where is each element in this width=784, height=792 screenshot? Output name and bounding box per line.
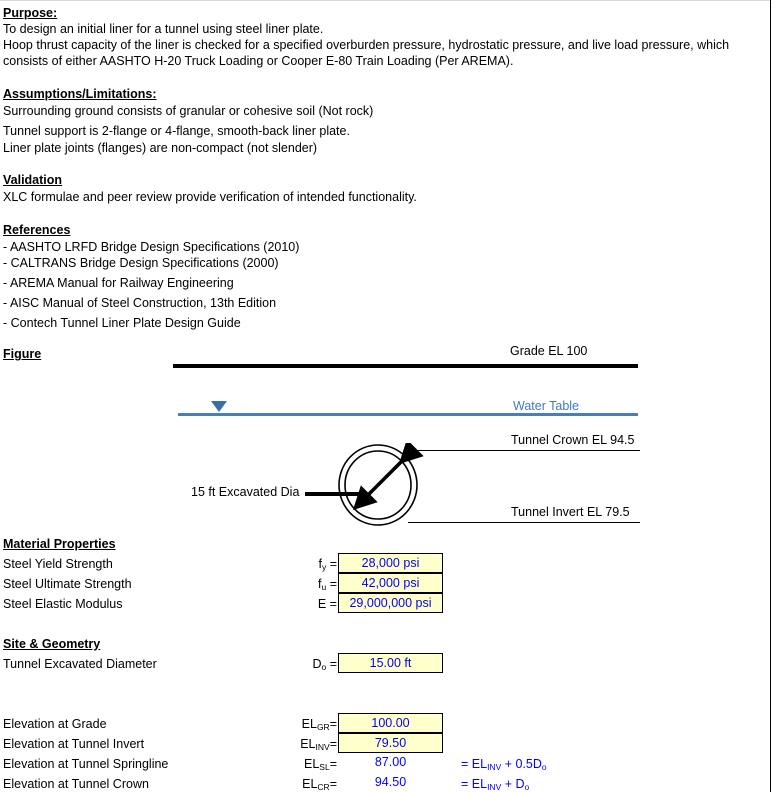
reference-item-4: - AISC Manual of Steel Construction, 13th Edition	[3, 296, 277, 310]
site-row-symbol-do: $D_o$ =	[312, 657, 337, 672]
tunnel-section-figure	[0, 340, 770, 530]
grade-line	[173, 364, 638, 368]
material-row-label-yield-strength: Steel Yield Strength	[3, 557, 113, 571]
assumptions-line-1: Surrounding ground consists of granular or cohesive soil (Not rock)	[3, 104, 374, 118]
figure-tunnel-crown-label: Tunnel Crown EL 94.5	[511, 433, 635, 447]
input-tunnel-excavated-diameter[interactable]: 15.00 ft	[338, 653, 443, 673]
site-row-symbol-elsl: $EL_{SL}=$	[303, 757, 337, 772]
assumptions-heading: Assumptions/Limitations:	[3, 87, 157, 101]
figure-tunnel-invert-label: Tunnel Invert EL 79.5	[511, 505, 630, 519]
material-row-symbol-e: E =	[317, 597, 337, 611]
page-border-right	[770, 0, 771, 792]
formula-note-springline: = $EL_{INV} + 0.5D_o$	[461, 757, 547, 772]
input-steel-yield-strength[interactable]: 28,000 psi	[338, 553, 443, 573]
site-row-symbol-elcr: $EL_{CR}=$	[302, 777, 337, 792]
site-row-symbol-elinv: $EL_{INV}=$	[300, 737, 337, 752]
reference-item-3: - AREMA Manual for Railway Engineering	[3, 276, 234, 290]
material-row-symbol-fy: $f_y$ =	[318, 557, 337, 572]
site-row-label-elevation-crown: Elevation at Tunnel Crown	[3, 777, 149, 791]
diameter-dimension-arrow	[355, 462, 401, 508]
figure-heading: Figure	[3, 347, 42, 361]
input-steel-elastic-modulus[interactable]: 29,000,000 psi	[338, 593, 443, 613]
page-border-top	[0, 0, 770, 1]
purpose-line-2: Hoop thrust capacity of the liner is checked for a specified overburden pressure, hydrostatic pressure, and live load pressure, which	[3, 38, 730, 52]
calculated-elevation-at-crown: 94.50	[374, 775, 407, 789]
reference-item-1: - AASHTO LRFD Bridge Design Specifications (2010)	[3, 240, 300, 254]
input-steel-ultimate-strength[interactable]: 42,000 psi	[338, 573, 443, 593]
validation-heading: Validation	[3, 173, 63, 187]
material-properties-heading: Material Properties	[3, 537, 116, 551]
figure-water-table-label: Water Table	[513, 399, 580, 413]
site-geometry-heading: Site & Geometry	[3, 637, 101, 651]
purpose-line-3: consists of either AASHTO H-20 Truck Loading or Cooper E-80 Train Loading (Per AREMA).	[3, 54, 514, 68]
tunnel-crown-leader-line	[408, 450, 640, 451]
input-elevation-at-grade[interactable]: 100.00	[338, 713, 443, 733]
input-elevation-at-tunnel-invert[interactable]: 79.50	[338, 733, 443, 753]
calculated-elevation-at-springline: 87.00	[374, 755, 407, 769]
purpose-heading: Purpose:	[3, 6, 58, 20]
figure-excavated-dia-label: 15 ft Excavated Dia	[191, 485, 300, 499]
site-row-label-elevation-invert: Elevation at Tunnel Invert	[3, 737, 145, 751]
material-row-label-elastic-modulus: Steel Elastic Modulus	[3, 597, 123, 611]
excavated-diameter-leader-line	[305, 492, 366, 496]
reference-item-5: - Contech Tunnel Liner Plate Design Guide	[3, 316, 241, 330]
assumptions-line-2: Tunnel support is 2-flange or 4-flange, smooth-back liner plate.	[3, 124, 350, 138]
formula-note-crown: = $EL_{INV} + D_o$	[461, 777, 530, 792]
figure-grade-label: Grade EL 100	[510, 344, 588, 358]
site-row-label-elevation-grade: Elevation at Grade	[3, 717, 107, 731]
material-row-symbol-fu: $f_u$ =	[318, 577, 337, 592]
site-row-symbol-elgr: $EL_{GR}=$	[301, 717, 337, 732]
site-row-label-excavated-diameter: Tunnel Excavated Diameter	[3, 657, 157, 671]
purpose-line-1: To design an initial liner for a tunnel using steel liner plate.	[3, 22, 324, 36]
references-heading: References	[3, 223, 71, 237]
tunnel-circle-diagram	[330, 443, 426, 527]
validation-line-1: XLC formulae and peer review provide verification of intended functionality.	[3, 190, 417, 204]
assumptions-line-3: Liner plate joints (flanges) are non-compact (not slender)	[3, 141, 318, 155]
water-table-triangle-icon	[211, 401, 227, 412]
material-row-label-ultimate-strength: Steel Ultimate Strength	[3, 577, 132, 591]
site-row-label-elevation-springline: Elevation at Tunnel Springline	[3, 757, 169, 771]
tunnel-invert-leader-line	[408, 522, 640, 523]
water-table-line	[178, 413, 638, 416]
reference-item-2: - CALTRANS Bridge Design Specifications (2000)	[3, 256, 279, 270]
